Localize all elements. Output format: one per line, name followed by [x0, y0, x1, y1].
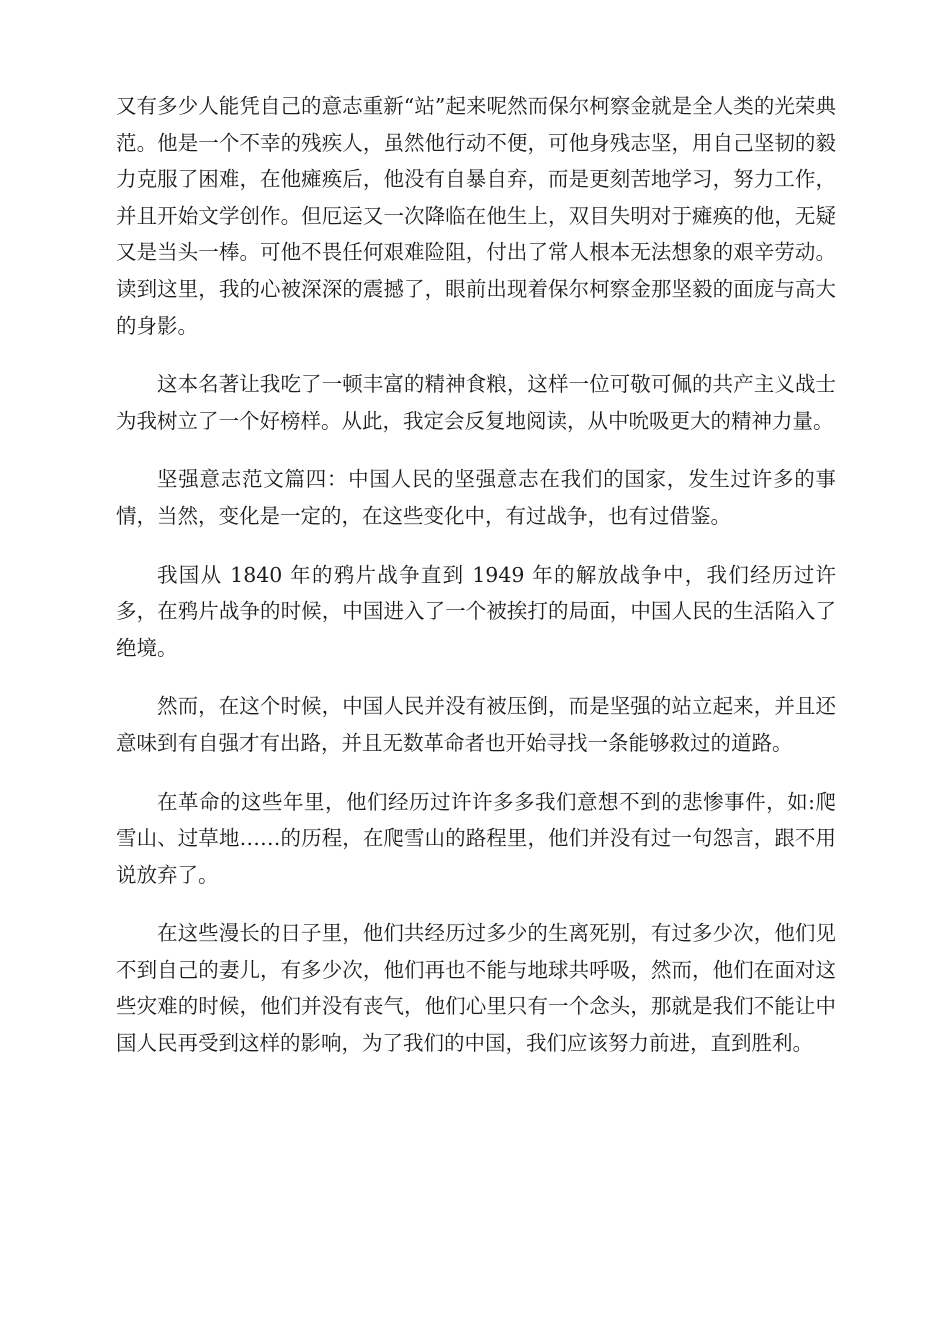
paragraph-long-days: 在这些漫长的日子里，他们共经历过多少的生离死别，有过多少次，他们见不到自己的妻儿，有多少次，他们再也不能与地球共呼吸，然而，他们在面对这些灾难的时候，他们并没有丧气，他们心里只有一个念头，那就是我们不能让中国人民再受到这样的影响，为了我们的中国，我们应该努力前进，直到胜利。 — [116, 921, 836, 1056]
paragraph-revolution-years: 在革命的这些年里，他们经历过许许多多我们意想不到的悲惨事件，如:爬雪山、过草地……的历程，在爬雪山的路程里，他们并没有过一句怨言，跟不用说放弃了。 — [116, 789, 836, 887]
paragraph-opium-war: 我国从 1840 年的鸦片战争直到 1949 年的解放战争中，我们经历过许多，在鸦片战争的时候，中国进入了一个被挨打的局面，中国人民的生活陷入了绝境。 — [116, 562, 836, 660]
document-page — [116, 88, 836, 1084]
paragraph-essay-four-intro: 坚强意志范文篇四：中国人民的坚强意志在我们的国家，发生过许多的事情，当然，变化是一定的，在这些变化中，有过战争，也有过借鉴。 — [116, 467, 836, 528]
paragraph-continuation: 又有多少人能凭自己的意志重新“站”起来呢然而保尔柯察金就是全人类的光荣典范。他是一个不幸的残疾人，虽然他行动不便，可他身残志坚，用自己坚韧的毅力克服了困难，在他瘫痪后，他没有自暴自弃，而是更刻苦地学习，努力工作，并且开始文学创作。但厄运又一次降临在他生上，双目失明对于瘫痪的他，无疑又是当头一棒。可他不畏任何艰难险阻，付出了常人根本无法想象的艰辛劳动。读到这里，我的心被深深的震撼了，眼前出现着保尔柯察金那坚毅的面庞与高大的身影。 — [116, 94, 836, 338]
paragraph-book-reflection: 这本名著让我吃了一顿丰富的精神食粮，这样一位可敬可佩的共产主义战士为我树立了一个好榜样。从此，我定会反复地阅读，从中吮吸更大的精神力量。 — [116, 372, 836, 433]
paragraph-standing-up: 然而，在这个时候，中国人民并没有被压倒，而是坚强的站立起来，并且还意味到有自强才有出路，并且无数革命者也开始寻找一条能够救过的道路。 — [116, 694, 836, 755]
